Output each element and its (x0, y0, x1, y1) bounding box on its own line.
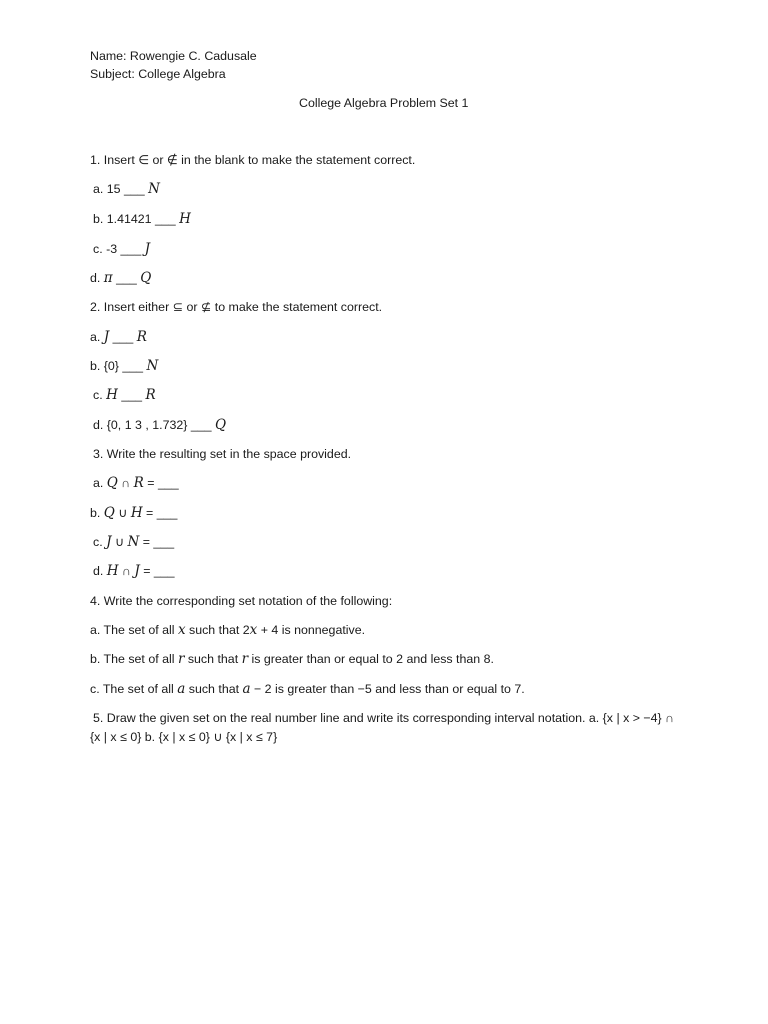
q3-prompt: 3. Write the resulting set in the space provided. (93, 447, 352, 461)
q1-item-a: a. 15 ___ N (93, 181, 160, 197)
q4-prompt: 4. Write the corresponding set notation of the following: (90, 594, 393, 608)
q2-item-b: b. {0} ___ N (90, 358, 159, 374)
q3-item-c: c. J ∪ N = ___ (93, 534, 175, 550)
q3-item-a: a. Q ∩ R = ___ (93, 475, 179, 491)
q4-item-c: c. The set of all a such that a − 2 is greater than −5 and less than or equal to 7. (90, 681, 525, 697)
document-title: College Algebra Problem Set 1 (299, 96, 469, 110)
q5-paragraph: 5. Draw the given set on the real number line and write its corresponding interval notation. a. {x | x > −4} ∩ {x | x ≤ 0} b. {x | x ≤ 0} ∪ {x | x ≤ 7} (90, 711, 675, 744)
q2-item-c: c. H ___ R (93, 387, 156, 403)
q3-item-d: d. H ∩ J = ___ (93, 563, 175, 579)
q1-item-b: b. 1.41421 ___ H (93, 211, 191, 227)
q3-item-b: b. Q ∪ H = ___ (90, 505, 178, 521)
q1-prompt: 1. Insert ∈ or ∉ in the blank to make the statement correct. (90, 153, 416, 167)
subject-line: Subject: College Algebra (90, 67, 226, 81)
q4-item-a: a. The set of all x such that 2x + 4 is nonnegative. (90, 622, 366, 638)
q2-item-d: d. {0, 1 3 , 1.732} ___ Q (93, 417, 227, 433)
q1-item-d: d. π ___ Q (90, 270, 152, 286)
q4-item-b: b. The set of all r such that r is greater than or equal to 2 and less than 8. (90, 651, 494, 667)
q2-prompt: 2. Insert either ⊆ or ⊈ to make the statement correct. (90, 300, 383, 314)
q1-item-c: c. -3 ___ J (93, 241, 151, 257)
q2-item-a: a. J ___ R (90, 329, 147, 345)
student-name: Name: Rowengie C. Cadusale (90, 49, 257, 63)
